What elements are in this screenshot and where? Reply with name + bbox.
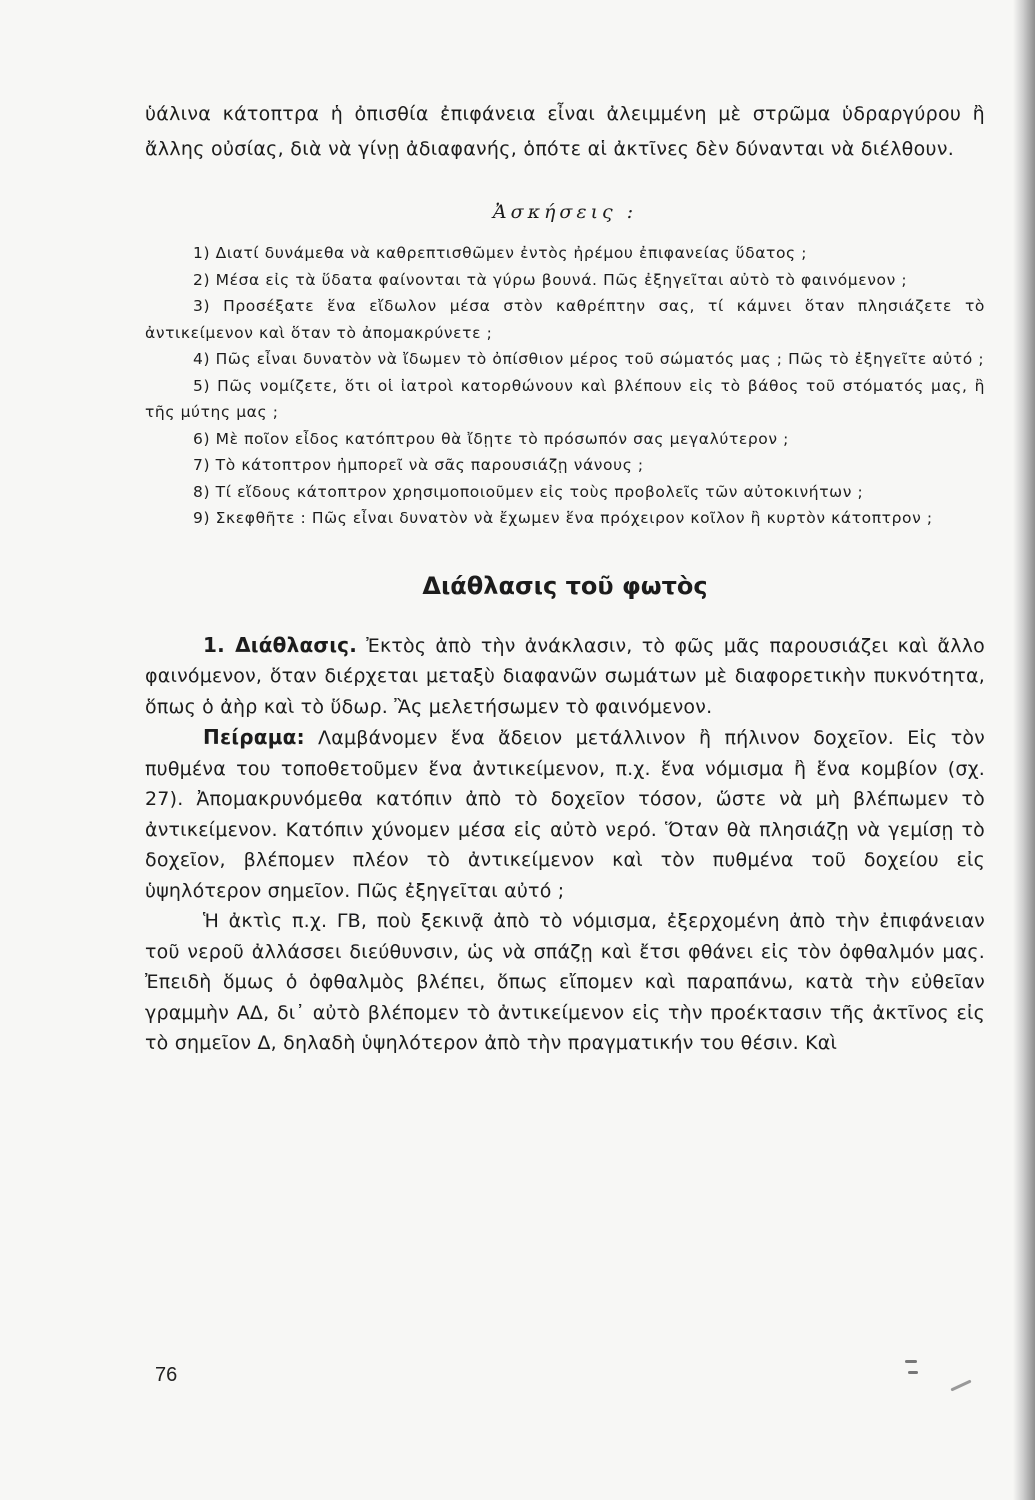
exercise-item: 6) Μὲ ποῖον εἶδος κατόπτρου θὰ ἴδῃτε τὸ πρόσωπόν σας μεγαλύτερον ; (193, 429, 789, 448)
exercises-list (145, 240, 985, 532)
exercises-title: Ἀσκήσεις : (492, 201, 638, 223)
page-content (145, 97, 985, 1059)
ink-smudge (950, 1379, 971, 1391)
exercise-item: 2) Μέσα εἰς τὰ ὕδατα φαίνονται τὰ γύρω βουνά. Πῶς ἐξηγεῖται αὐτὸ τὸ φαινόμενον ; (193, 270, 908, 289)
page-number: 76 (155, 1364, 178, 1386)
exercise-item: 8) Τί εἴδους κάτοπτρον χρησιμοποιοῦμεν εἰς τοὺς προβολεῖς τῶν αὐτοκινήτων ; (193, 482, 864, 501)
exercise-item: 9) Σκεφθῆτε : Πῶς εἶναι δυνατὸν νὰ ἔχωμεν ἕνα πρόχειρον κοῖλον ἢ κυρτὸν κάτοπτρον ; (193, 509, 933, 527)
exercise-item: 1) Διατί δυνάμεθα νὰ καθρεπτισθῶμεν ἐντὸς ἠρέμου ἐπιφανείας ὕδατος ; (193, 244, 808, 262)
ink-smudge (905, 1360, 917, 1363)
exercise-item: 3) Προσέξατε ἕνα εἴδωλον μέσα στὸν καθρέπτην σας, τί κάμνει ὅταν πλησιάζετε τὸ ἀντικείμενον καὶ ὅταν τὸ ἀπομακρύνετε ; (145, 297, 985, 342)
section-title: Διάθλασις τοῦ φωτὸς (422, 571, 708, 600)
explanation-paragraph: Ἡ ἀκτὶς π.χ. ΓΒ, ποὺ ξεκινᾷ ἀπὸ τὸ νόμισμα, ἐξερχομένη ἀπὸ τὴν ἐπιφάνειαν τοῦ νεροῦ ἀλλάσσει διεύθυνσιν, ὡς νὰ σπάζῃ καὶ ἔτσι φθάνει εἰς τὸν ὀφθαλμόν μας. Ἐπειδὴ ὅμως ὁ ὀφθαλμὸς βλέπει, ὅπως εἴπομεν καὶ παραπάνω, κατὰ τὴν εὐθεῖαν γραμμὴν ΑΔ, δι᾽ αὐτὸ βλέπομεν τὸ ἀντικείμενον εἰς τὴν προέκτασιν τῆς ἀκτῖνος εἰς τὸ σημεῖον Δ, δηλαδὴ ὑψηλότερον ἀπὸ τὴν πραγματικήν του θέσιν. Καὶ (145, 910, 985, 1054)
experiment-paragraph (145, 722, 985, 906)
paragraph-lead: 1. Διάθλασις. (203, 632, 358, 657)
experiment-text: Λαμβάνομεν ἕνα ἄδειον μετάλλινον ἢ πήλινον δοχεῖον. Εἰς τὸν πυθμένα του τοποθετοῦμεν ἕνα ἀντικείμενον, π.χ. ἕνα νόμισμα ἢ ἕνα κομβίον (σχ. 27). Ἀπομακρυνόμεθα κατόπιν ἀπὸ τὸ δοχεῖον τόσον, ὥστε νὰ μὴ βλέπωμεν τὸ ἀντικείμενον. Κατόπιν χύνομεν μέσα εἰς αὐτὸ νερό. Ὅταν θὰ πλησιάζῃ νὰ γεμίσῃ τὸ δοχεῖον, βλέπομεν πλέον τὸ ἀντικείμενον καὶ τὸν πυθμένα τοῦ δοχείου εἰς ὑψηλότερον σημεῖον. Πῶς ἐξηγεῖται αὐτό ; (145, 727, 985, 902)
experiment-lead: Πείραμα: (203, 725, 305, 749)
refraction-paragraph (145, 630, 985, 723)
ink-smudge (908, 1371, 918, 1374)
page-edge-shadow (1013, 0, 1035, 1500)
exercise-item: 4) Πῶς εἶναι δυνατὸν νὰ ἴδωμεν τὸ ὀπίσθιον μέρος τοῦ σώματός μας ; Πῶς τὸ ἐξηγεῖτε αὐτό ; (193, 350, 985, 368)
exercise-item: 7) Τὸ κάτοπτρον ἠμπορεῖ νὰ σᾶς παρουσιάζῃ νάνους ; (193, 456, 644, 474)
exercise-item: 5) Πῶς νομίζετε, ὅτι οἱ ἰατροὶ κατορθώνουν καὶ βλέπουν εἰς τὸ βάθος τοῦ στόματός μας, ἢ τῆς μύτης μας ; (145, 376, 985, 421)
paragraph-text: Ἐκτὸς ἀπὸ τὴν ἀνάκλασιν, τὸ φῶς μᾶς παρουσιάζει καὶ ἄλλο φαινόμενον, ὅταν διέρχεται μεταξὺ διαφανῶν σωμάτων μὲ διαφορετικὴν πυκνότητα, ὅπως ὁ ἀὴρ καὶ τὸ ὕδωρ. Ἂς μελετήσωμεν τὸ φαινόμενον. (145, 634, 985, 718)
intro-paragraph: ὑάλινα κάτοπτρα ἡ ὀπισθία ἐπιφάνεια εἶναι ἀλειμμένη μὲ στρῶμα ὑδραργύρου ἢ ἄλλης οὐσίας, διὰ νὰ γίνῃ ἀδιαφανής, ὁπότε αἱ ἀκτῖνες δὲν δύνανται νὰ διέλθουν. (145, 103, 985, 160)
